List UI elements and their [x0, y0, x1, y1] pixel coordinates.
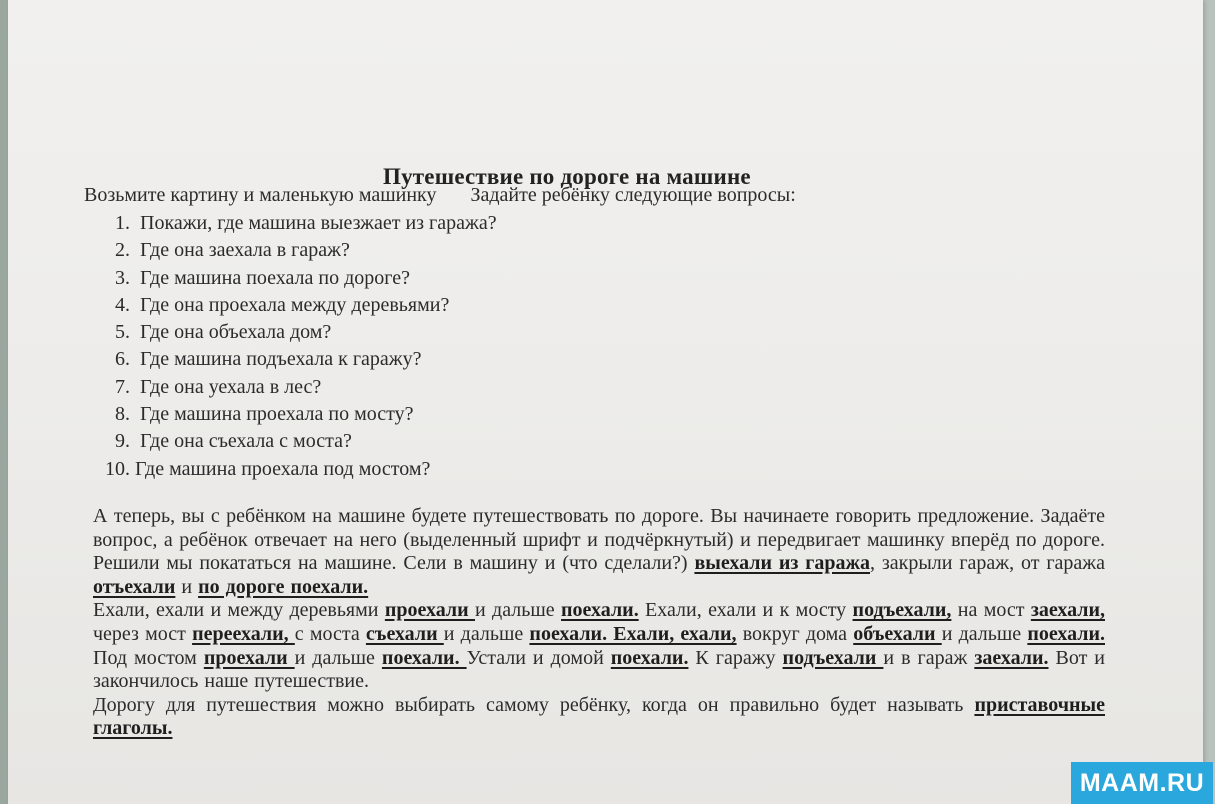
list-item: [84, 237, 497, 264]
highlighted-verb: поехали.: [381, 646, 467, 669]
item-text: Где она уехала в лес?: [140, 375, 322, 398]
item-text: Где она объехала дом?: [140, 321, 332, 344]
highlighted-verb: заехали,: [1030, 599, 1106, 622]
list-item: [84, 319, 497, 346]
item-text: Где машина проехала по мосту?: [140, 403, 414, 426]
highlighted-verb: выехали из гаража: [694, 552, 870, 575]
item-number: 8.: [115, 403, 130, 426]
highlighted-verb: подъехали: [782, 646, 884, 669]
highlighted-verb: переехали,: [192, 622, 295, 645]
list-item: [84, 292, 497, 319]
highlighted-verb: проехали: [384, 599, 475, 622]
page-title: Путешествие по дороге на машине: [383, 164, 751, 189]
list-item: [84, 456, 497, 483]
text-run: и в гараж: [883, 646, 975, 669]
text-run: Вот и закончилось наше путешествие.: [93, 646, 1106, 693]
text-run: и дальше: [941, 622, 1028, 645]
text-run: и дальше: [475, 599, 562, 622]
item-number: 9.: [115, 430, 130, 453]
highlighted-verb: поехали.: [610, 646, 689, 669]
highlighted-verb: поехали. Ехали, ехали,: [529, 622, 737, 645]
text-run: и: [175, 575, 199, 598]
item-number: 1.: [115, 212, 130, 234]
intro-left: Возьмите картину и маленькую машинку: [84, 184, 437, 206]
story-text: [93, 505, 1105, 741]
intro-right: Задайте ребёнку следующие вопросы:: [470, 184, 796, 206]
list-item: [84, 428, 497, 455]
item-number: 3.: [115, 266, 130, 289]
story-paragraph-3: [93, 694, 1105, 741]
story-paragraph-2: [93, 599, 1105, 693]
item-number: 2.: [115, 239, 130, 262]
item-number: 6.: [115, 348, 130, 371]
item-text: Где она заехала в гараж?: [140, 239, 350, 262]
item-text: Где машина проехала под мостом?: [135, 457, 431, 480]
text-run: Устали и домой: [466, 646, 611, 669]
story-paragraph-1: [93, 505, 1105, 599]
text-run: Под мостом: [93, 646, 204, 669]
list-item: [84, 374, 497, 401]
text-run: Дорогу для путешествия можно выбирать самому ребёнку, когда он правильно будет называть: [93, 693, 975, 716]
text-run: и дальше: [443, 622, 530, 645]
text-run: К гаражу: [688, 646, 783, 669]
list-item: [84, 210, 497, 237]
highlighted-verb: по дороге поехали.: [198, 575, 369, 598]
highlighted-verb: приставочные глаголы.: [93, 693, 1105, 740]
highlighted-verb: поехали.: [561, 599, 639, 622]
list-item: [84, 401, 497, 428]
highlighted-verb: отъехали: [93, 575, 176, 598]
item-number: 5.: [115, 321, 130, 344]
highlighted-verb: проехали: [203, 646, 295, 669]
highlighted-verb: заехали.: [974, 646, 1049, 669]
maam-watermark-logo: MAAM.RU: [1071, 762, 1213, 804]
item-number: 7.: [115, 375, 130, 398]
highlighted-verb: объехали: [853, 622, 942, 645]
text-run: с моста: [294, 622, 366, 645]
highlighted-verb: подъехали,: [852, 599, 952, 622]
text-run: Ехали, ехали и между деревьями: [93, 599, 385, 622]
list-item: [84, 265, 497, 292]
background-edge: [1201, 0, 1215, 804]
highlighted-verb: поехали.: [1027, 622, 1106, 645]
text-run: на мост: [951, 599, 1031, 622]
text-run: , закрыли гараж, от гаража: [870, 552, 1105, 575]
item-number: 10.: [105, 457, 130, 480]
item-number: 4.: [115, 293, 130, 316]
question-list: [84, 210, 497, 483]
list-item: [84, 346, 497, 373]
item-text: Где она съехала с моста?: [140, 430, 352, 453]
text-run: Ехали, ехали и к мосту: [638, 599, 853, 622]
highlighted-verb: съехали: [365, 622, 444, 645]
text-run: А теперь, вы с ребёнком на машине будете путешествовать по дороге. Вы начинаете говорить предложение. Задаёте вопрос, а ребёнок отвечает на него (выделенный шрифт и подчёркнутый) и передвигает машинку вперёд по дороге. Решили мы покататься на машине. Сели в машину и (что сделали?): [93, 505, 1105, 575]
text-run: вокруг дома: [736, 622, 854, 645]
text-run: и дальше: [294, 646, 382, 669]
item-text: Где машина подъехала к гаражу?: [140, 348, 422, 371]
intro-line: [84, 184, 796, 207]
item-text: Где машина поехала по дороге?: [140, 266, 410, 289]
text-run: через мост: [93, 622, 193, 645]
item-text: Где она проехала между деревьями?: [140, 293, 450, 316]
item-text: Покажи, где машина выезжает из гаража?: [140, 212, 497, 234]
